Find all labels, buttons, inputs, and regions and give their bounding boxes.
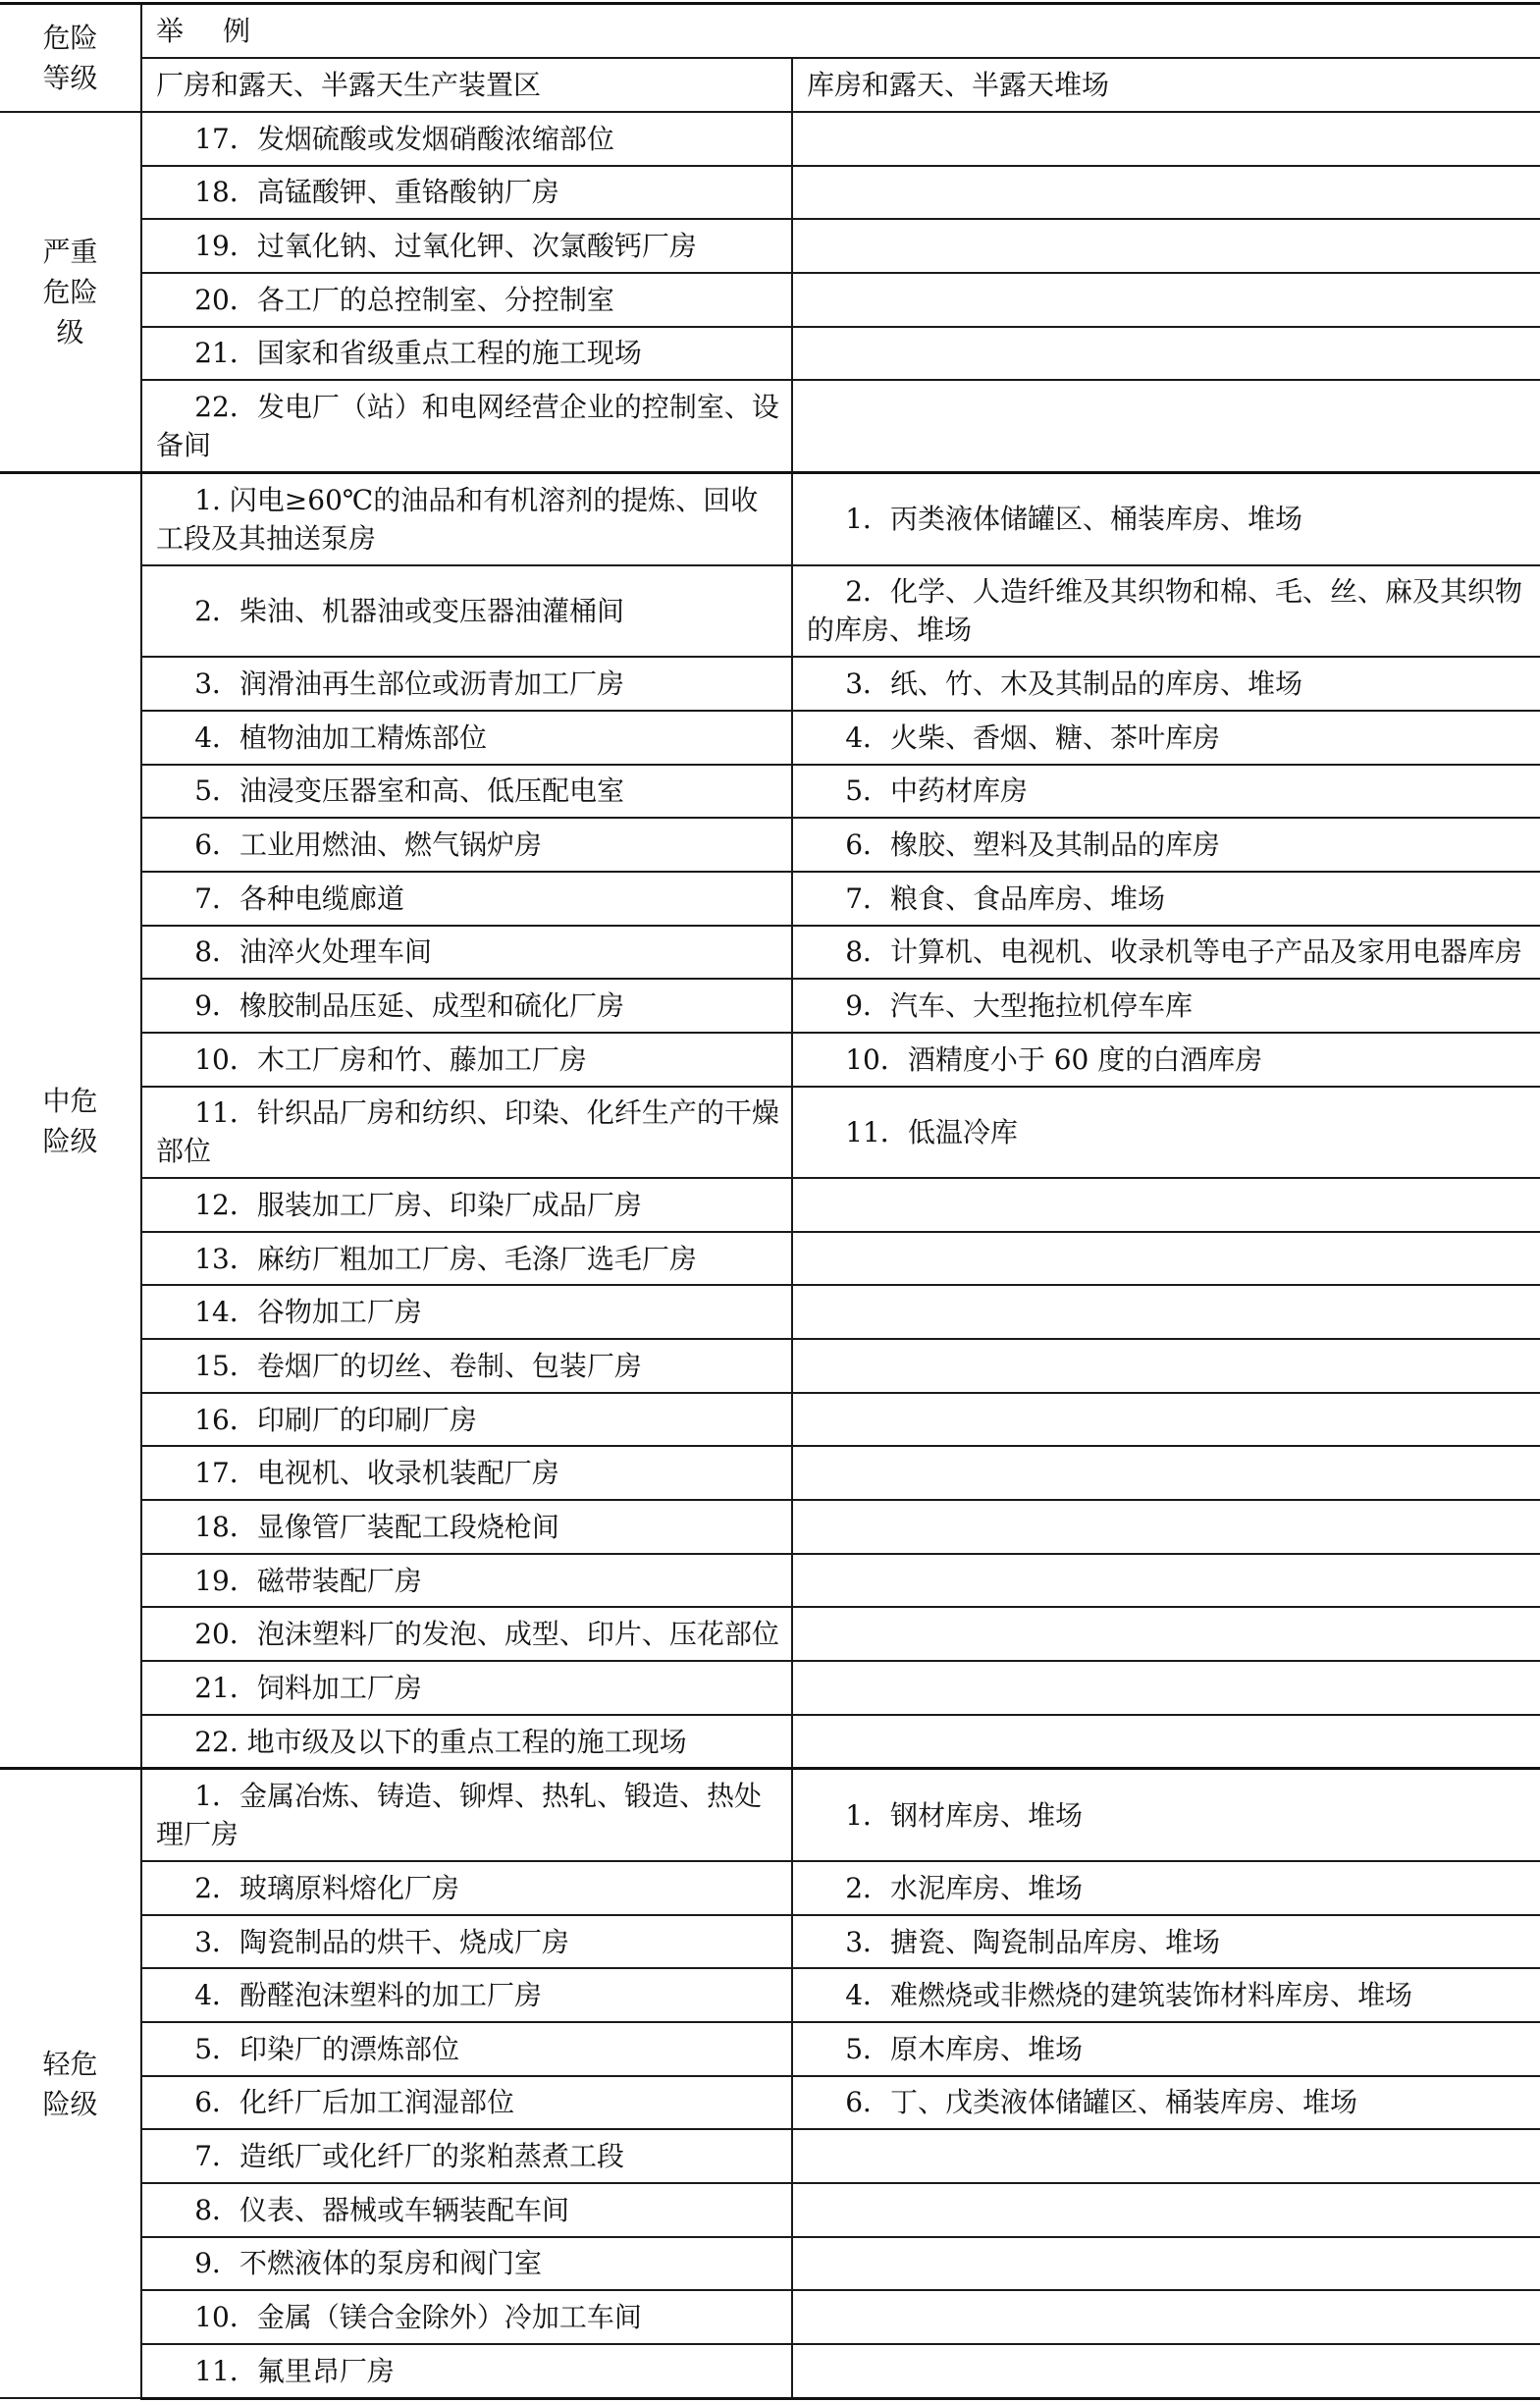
storage-example-cell xyxy=(792,273,1540,327)
storage-example-cell xyxy=(792,872,1540,926)
plant-example-cell xyxy=(141,926,792,980)
hazard-level-cell xyxy=(0,472,141,1768)
storage-example-text: 8．计算机、电视机、收录机等电子产品及家用电器库房 xyxy=(845,935,1523,969)
storage-example-cell xyxy=(792,1178,1540,1232)
plant-column-header: 厂房和露天、半露天生产装置区 xyxy=(141,58,792,112)
table-row xyxy=(0,1715,1540,1769)
plant-example-cell xyxy=(141,1915,792,1969)
plant-example-text: 22．发电厂（站）和电网经营企业的控制室、设备间 xyxy=(156,391,779,462)
plant-example-text: 7．造纸厂或化纤厂的浆粕蒸煮工段 xyxy=(194,2140,625,2173)
plant-example-text: 18．高锰酸钾、重铬酸钠厂房 xyxy=(194,176,559,209)
table-row xyxy=(0,2237,1540,2291)
storage-example-cell xyxy=(792,1393,1540,1447)
plant-example-cell xyxy=(141,1968,792,2022)
table-row xyxy=(0,2129,1540,2183)
plant-example-cell xyxy=(141,112,792,166)
table-row xyxy=(0,1861,1540,1915)
plant-example-text: 5．油浸变压器室和高、低压配电室 xyxy=(194,774,625,808)
table-header-row-2 xyxy=(0,58,1540,112)
table-row xyxy=(0,1500,1540,1554)
storage-example-cell xyxy=(792,1861,1540,1915)
plant-example-text: 22. 地市级及以下的重点工程的施工现场 xyxy=(194,1725,687,1758)
plant-example-cell xyxy=(141,1500,792,1554)
plant-example-text: 1．金属冶炼、铸造、铆焊、热轧、锻造、热处理厂房 xyxy=(156,1780,763,1851)
table-row xyxy=(0,657,1540,711)
storage-column-header: 库房和露天、半露天堆场 xyxy=(792,58,1540,112)
hazard-level-cell xyxy=(0,112,141,472)
plant-example-text: 7．各种电缆廊道 xyxy=(194,881,405,915)
storage-example-cell xyxy=(792,765,1540,819)
plant-example-text: 2．玻璃原料熔化厂房 xyxy=(194,1871,460,1904)
table-row xyxy=(0,2344,1540,2398)
plant-example-text: 20．各工厂的总控制室、分控制室 xyxy=(194,283,614,316)
table-row xyxy=(0,565,1540,658)
table-body xyxy=(0,112,1540,2398)
plant-example-text: 5．印染厂的漂炼部位 xyxy=(194,2032,460,2065)
plant-example-text: 21．国家和省级重点工程的施工现场 xyxy=(194,337,642,370)
table-row xyxy=(0,1087,1540,1179)
storage-example-cell xyxy=(792,1285,1540,1339)
plant-example-text: 3．陶瓷制品的烘干、烧成厂房 xyxy=(194,1925,570,1958)
storage-example-text: 5．原木库房、堆场 xyxy=(845,2032,1084,2065)
plant-example-cell xyxy=(141,1769,792,1861)
plant-example-cell xyxy=(141,273,792,327)
storage-example-text: 11．低温冷库 xyxy=(845,1115,1018,1148)
plant-example-text: 4．植物油加工精炼部位 xyxy=(194,721,488,754)
table-row xyxy=(0,1554,1540,1608)
table-row xyxy=(0,1968,1540,2022)
plant-example-text: 4．酚醛泡沫塑料的加工厂房 xyxy=(194,1979,543,2012)
plant-example-cell xyxy=(141,2344,792,2398)
plant-example-text: 21．饲料加工厂房 xyxy=(194,1671,422,1704)
plant-example-cell xyxy=(141,1715,792,1769)
table-row xyxy=(0,2022,1540,2076)
plant-example-text: 8．油淬火处理车间 xyxy=(194,935,433,969)
plant-example-cell xyxy=(141,1661,792,1715)
plant-example-text: 19．磁带装配厂房 xyxy=(194,1564,422,1597)
storage-example-cell xyxy=(792,1446,1540,1500)
storage-example-cell xyxy=(792,1915,1540,1969)
table-row xyxy=(0,1446,1540,1500)
level-column-header-text: 危险等级 xyxy=(42,22,98,94)
storage-example-cell xyxy=(792,327,1540,381)
plant-example-cell xyxy=(141,2290,792,2344)
plant-example-text: 11．氟里昂厂房 xyxy=(194,2354,395,2387)
plant-example-cell xyxy=(141,166,792,220)
storage-example-text: 6．丁、戊类液体储罐区、桶装库房、堆场 xyxy=(845,2086,1358,2119)
storage-example-cell xyxy=(792,1554,1540,1608)
storage-example-cell xyxy=(792,2344,1540,2398)
plant-example-cell xyxy=(141,1087,792,1179)
plant-example-cell xyxy=(141,327,792,381)
hazard-level-label: 轻危险级 xyxy=(42,2047,98,2120)
storage-example-cell xyxy=(792,112,1540,166)
plant-example-cell xyxy=(141,380,792,472)
storage-example-cell xyxy=(792,1715,1540,1769)
storage-example-text: 7．粮食、食品库房、堆场 xyxy=(845,881,1166,915)
table-row xyxy=(0,2076,1540,2130)
plant-example-text: 9．不燃液体的泵房和阀门室 xyxy=(194,2247,543,2280)
plant-example-text: 14．谷物加工厂房 xyxy=(194,1296,422,1329)
storage-example-cell xyxy=(792,2076,1540,2130)
plant-example-text: 16．印刷厂的印刷厂房 xyxy=(194,1403,477,1436)
plant-example-cell xyxy=(141,219,792,273)
hazard-level-cell xyxy=(0,1769,141,2398)
storage-example-cell xyxy=(792,979,1540,1033)
table-row xyxy=(0,2290,1540,2344)
table-row xyxy=(0,1915,1540,1969)
table-row xyxy=(0,1607,1540,1661)
storage-example-cell xyxy=(792,1661,1540,1715)
storage-example-cell xyxy=(792,1033,1540,1087)
table-row xyxy=(0,380,1540,472)
plant-example-text: 15．卷烟厂的切丝、卷制、包装厂房 xyxy=(194,1349,642,1382)
storage-example-cell xyxy=(792,1607,1540,1661)
table-row xyxy=(0,1285,1540,1339)
table-row xyxy=(0,1769,1540,1861)
storage-example-text: 9．汽车、大型拖拉机停车库 xyxy=(845,989,1194,1023)
plant-example-text: 10．金属（镁合金除外）冷加工车间 xyxy=(194,2301,642,2334)
plant-example-text: 1. 闪电≥60℃的油品和有机溶剂的提炼、回收工段及其抽送泵房 xyxy=(156,483,759,555)
table-row xyxy=(0,1661,1540,1715)
table-row xyxy=(0,1393,1540,1447)
storage-example-cell xyxy=(792,1232,1540,1286)
table-row xyxy=(0,166,1540,220)
storage-example-text: 3．纸、竹、木及其制品的库房、堆场 xyxy=(845,667,1303,701)
examples-header: 举例 xyxy=(141,4,1540,59)
plant-example-text: 9．橡胶制品压延、成型和硫化厂房 xyxy=(194,989,625,1023)
plant-example-cell xyxy=(141,1554,792,1608)
storage-example-cell xyxy=(792,166,1540,220)
plant-example-cell xyxy=(141,657,792,711)
storage-example-cell xyxy=(792,657,1540,711)
table-row xyxy=(0,926,1540,980)
storage-example-cell xyxy=(792,2183,1540,2237)
plant-example-text: 17．发烟硫酸或发烟硝酸浓缩部位 xyxy=(194,122,614,155)
plant-example-text: 13．麻纺厂粗加工厂房、毛涤厂选毛厂房 xyxy=(194,1242,697,1275)
storage-example-cell xyxy=(792,2022,1540,2076)
table-row xyxy=(0,765,1540,819)
storage-example-text: 10．酒精度小于 60 度的白酒库房 xyxy=(845,1042,1263,1076)
table-row xyxy=(0,219,1540,273)
plant-example-cell xyxy=(141,765,792,819)
table-row xyxy=(0,872,1540,926)
plant-example-cell xyxy=(141,472,792,564)
plant-example-cell xyxy=(141,565,792,658)
storage-example-cell xyxy=(792,565,1540,658)
plant-example-text: 10．木工厂房和竹、藤加工厂房 xyxy=(194,1042,587,1076)
storage-example-cell xyxy=(792,1339,1540,1393)
storage-example-text: 2．水泥库房、堆场 xyxy=(845,1871,1084,1904)
plant-example-cell xyxy=(141,979,792,1033)
table-row xyxy=(0,112,1540,166)
plant-example-cell xyxy=(141,1607,792,1661)
plant-example-text: 2．柴油、机器油或变压器油灌桶间 xyxy=(194,594,625,627)
plant-example-cell xyxy=(141,2237,792,2291)
table-row xyxy=(0,979,1540,1033)
table-row xyxy=(0,1178,1540,1232)
storage-example-text: 2．化学、人造纤维及其织物和棉、毛、丝、麻及其织物的库房、堆场 xyxy=(807,575,1523,647)
table-row xyxy=(0,1339,1540,1393)
storage-example-cell xyxy=(792,472,1540,564)
table-row xyxy=(0,472,1540,564)
storage-example-cell xyxy=(792,818,1540,872)
table-row xyxy=(0,711,1540,765)
plant-example-text: 8．仪表、器械或车辆装配车间 xyxy=(194,2193,570,2226)
table-row xyxy=(0,1033,1540,1087)
table-row xyxy=(0,327,1540,381)
plant-example-cell xyxy=(141,1285,792,1339)
storage-example-cell xyxy=(792,926,1540,980)
storage-example-cell xyxy=(792,711,1540,765)
plant-example-text: 12．服装加工厂房、印染厂成品厂房 xyxy=(194,1188,642,1221)
plant-example-cell xyxy=(141,818,792,872)
table-header-row-1 xyxy=(0,4,1540,59)
storage-example-cell xyxy=(792,2129,1540,2183)
storage-example-cell xyxy=(792,1087,1540,1179)
storage-example-text: 1．钢材库房、堆场 xyxy=(845,1798,1084,1832)
plant-example-cell xyxy=(141,2183,792,2237)
plant-example-text: 11．针织品厂房和纺织、印染、化纤生产的干燥部位 xyxy=(156,1096,779,1168)
hazard-level-label: 严重危险级 xyxy=(42,235,98,348)
plant-example-text: 18．显像管厂装配工段烧枪间 xyxy=(194,1510,559,1543)
storage-example-cell xyxy=(792,1968,1540,2022)
plant-example-text: 3．润滑油再生部位或沥青加工厂房 xyxy=(194,667,625,701)
table-row xyxy=(0,273,1540,327)
plant-example-cell xyxy=(141,2076,792,2130)
plant-example-text: 19．过氧化钠、过氧化钾、次氯酸钙厂房 xyxy=(194,230,697,263)
plant-example-text: 17．电视机、收录机装配厂房 xyxy=(194,1457,559,1490)
level-column-header xyxy=(0,4,141,113)
hazard-classification-table xyxy=(0,2,1540,2400)
hazard-level-label: 中危险级 xyxy=(42,1084,98,1157)
plant-example-text: 20．泡沫塑料厂的发泡、成型、印片、压花部位 xyxy=(194,1618,779,1651)
plant-example-text: 6．工业用燃油、燃气锅炉房 xyxy=(194,828,543,862)
storage-example-cell xyxy=(792,219,1540,273)
storage-example-text: 1．丙类液体储罐区、桶装库房、堆场 xyxy=(845,503,1303,536)
table-row xyxy=(0,818,1540,872)
plant-example-cell xyxy=(141,1339,792,1393)
plant-example-cell xyxy=(141,1178,792,1232)
plant-example-cell xyxy=(141,2129,792,2183)
storage-example-text: 3．搪瓷、陶瓷制品库房、堆场 xyxy=(845,1925,1221,1958)
plant-example-cell xyxy=(141,1232,792,1286)
storage-example-text: 6．橡胶、塑料及其制品的库房 xyxy=(845,828,1221,862)
plant-example-cell xyxy=(141,1446,792,1500)
storage-example-cell xyxy=(792,1769,1540,1861)
storage-example-text: 4．难燃烧或非燃烧的建筑装饰材料库房、堆场 xyxy=(845,1979,1413,2012)
plant-example-cell xyxy=(141,1033,792,1087)
plant-example-cell xyxy=(141,1393,792,1447)
table-row xyxy=(0,2183,1540,2237)
plant-example-cell xyxy=(141,872,792,926)
plant-example-cell xyxy=(141,1861,792,1915)
storage-example-cell xyxy=(792,2290,1540,2344)
plant-example-cell xyxy=(141,2022,792,2076)
plant-example-cell xyxy=(141,711,792,765)
storage-example-cell xyxy=(792,1500,1540,1554)
table-row xyxy=(0,1232,1540,1286)
plant-example-text: 6．化纤厂后加工润湿部位 xyxy=(194,2086,515,2119)
storage-example-cell xyxy=(792,2237,1540,2291)
storage-example-cell xyxy=(792,380,1540,472)
storage-example-text: 5．中药材库房 xyxy=(845,774,1029,808)
storage-example-text: 4．火柴、香烟、糖、茶叶库房 xyxy=(845,721,1221,754)
